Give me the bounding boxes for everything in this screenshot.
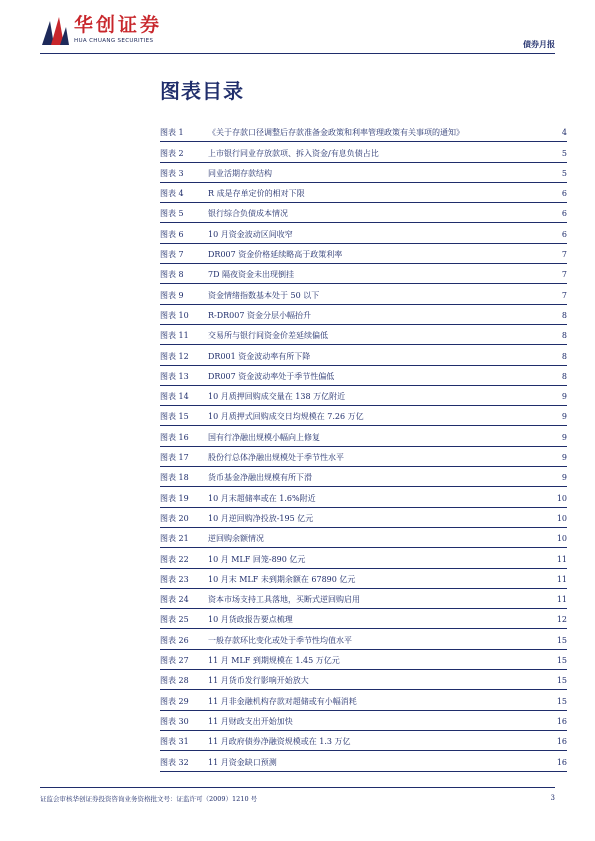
toc-entry-text: 10 月资金波动区间收窄 [208, 229, 293, 239]
toc-entry-page: 5 [561, 148, 567, 158]
toc-entry-label: 图表 19 [160, 493, 189, 503]
header-divider [40, 53, 555, 54]
toc-entry-text: 10 月质押式回购成交日均规模在 7.26 万亿 [208, 412, 364, 422]
toc-entry-text: 逆回购余额情况 [208, 534, 264, 544]
toc-entry-text: DR007 资金波动率处于季节性偏低 [208, 371, 335, 381]
toc-entry[interactable] [160, 629, 567, 649]
toc-entry-text: 同业活期存款结构 [208, 168, 272, 178]
toc-entry-label: 图表 11 [160, 331, 189, 341]
toc-entry-label: 图表 7 [160, 250, 184, 260]
toc-entry-page: 16 [556, 716, 567, 726]
toc-entry[interactable] [160, 163, 567, 183]
toc-entry-label: 图表 31 [160, 737, 189, 747]
toc-entry-label: 图表 1 [160, 128, 184, 138]
toc-entry-page: 9 [561, 432, 567, 442]
toc-entry-text: 10 月末 MLF 未到期余额在 67890 亿元 [208, 574, 356, 584]
toc-entry-page: 9 [561, 453, 567, 463]
page-header [40, 15, 555, 51]
toc-entry-page: 7 [561, 250, 567, 260]
toc-entry-label: 图表 5 [160, 209, 184, 219]
toc-entry-text: 《关于存款口径调整后存款准备金政策和利率管理政策有关事项的通知》 [208, 128, 464, 138]
toc-entry[interactable] [160, 284, 567, 304]
toc-entry[interactable] [160, 386, 567, 406]
toc-entry-text: R-DR007 资金分层小幅抬升 [208, 310, 311, 320]
toc-entry-text: R 成是存单定价的相对下限 [208, 189, 305, 199]
toc-entry-text: 货币基金净融出规模有所下滑 [208, 473, 312, 483]
toc-entry[interactable] [160, 345, 567, 365]
toc-entry-text: 7D 隔夜资金未出现倒挂 [208, 270, 295, 280]
toc-entry-label: 图表 24 [160, 595, 189, 605]
footer-divider [40, 787, 555, 788]
toc-entry-label: 图表 15 [160, 412, 189, 422]
toc-entry-text: 股份行总体净融出规模处于季节性水平 [208, 453, 344, 463]
toc-entry-text: 11 月财政支出开始加快 [208, 716, 293, 726]
toc-entry-label: 图表 25 [160, 615, 189, 625]
toc-entry[interactable] [160, 731, 567, 751]
brand-subtitle: HUA CHUANG SECURITIES [74, 38, 154, 44]
toc-entry-text: DR007 资金价格延续略高于政策利率 [208, 250, 343, 260]
toc-entry[interactable] [160, 203, 567, 223]
toc-entry[interactable] [160, 650, 567, 670]
toc-entry-label: 图表 12 [160, 351, 189, 361]
toc-entry-page: 15 [556, 696, 567, 706]
toc-entry-text: 10 月逆回购净投放-195 亿元 [208, 513, 314, 523]
toc-entry[interactable] [160, 122, 567, 142]
toc-entry-label: 图表 22 [160, 554, 189, 564]
toc-entry-text: 银行综合负债成本情况 [208, 209, 288, 219]
toc-entry-label: 图表 18 [160, 473, 189, 483]
toc-entry-label: 图表 10 [160, 310, 189, 320]
toc-entry-page: 16 [556, 757, 567, 767]
toc-entry-page: 9 [561, 412, 567, 422]
toc-entry-text: 10 月质押回购成交量在 138 万亿附近 [208, 392, 346, 402]
toc-entry-text: 11 月货币发行影响开始放大 [208, 676, 309, 686]
toc-entry-label: 图表 21 [160, 534, 189, 544]
toc-entry[interactable] [160, 305, 567, 325]
toc-entry-page: 8 [561, 331, 567, 341]
toc-entry-text: 资本市场支持工具落地，买断式逆回购启用 [208, 595, 360, 605]
toc-entry[interactable] [160, 609, 567, 629]
toc-entry-page: 8 [561, 351, 567, 361]
toc-entry-page: 11 [556, 595, 567, 605]
toc-entry-page: 10 [556, 493, 567, 503]
toc-entry-page: 10 [556, 513, 567, 523]
toc-entry-page: 16 [556, 737, 567, 747]
toc-list [160, 122, 567, 772]
toc-entry-page: 15 [556, 656, 567, 666]
toc-entry-label: 图表 3 [160, 168, 184, 178]
toc-entry-text: 10 月末超储率或在 1.6%附近 [208, 493, 316, 503]
footer-license: 证监会审核华创证券投资咨询业务资格批文号：证监许可（2009）1210 号 [40, 795, 258, 803]
page-number: 3 [550, 794, 555, 802]
toc-entry-page: 10 [556, 534, 567, 544]
toc-entry-text: 10 月 MLF 回笼-890 亿元 [208, 554, 306, 564]
toc-entry-text: 上市银行同业存放款项、拆入资金/有息负债占比 [208, 148, 379, 158]
toc-entry[interactable] [160, 223, 567, 243]
toc-entry-page: 7 [561, 270, 567, 280]
toc-entry[interactable] [160, 183, 567, 203]
toc-entry[interactable] [160, 244, 567, 264]
toc-entry-label: 图表 30 [160, 716, 189, 726]
toc-entry[interactable] [160, 548, 567, 568]
toc-entry-label: 图表 13 [160, 371, 189, 381]
toc-entry[interactable] [160, 528, 567, 548]
toc-entry[interactable] [160, 426, 567, 446]
toc-entry[interactable] [160, 589, 567, 609]
toc-entry-page: 15 [556, 635, 567, 645]
toc-entry-page: 9 [561, 473, 567, 483]
toc-entry-text: 11 月资金缺口预测 [208, 757, 277, 767]
toc-entry-label: 图表 28 [160, 676, 189, 686]
toc-entry-text: 11 月 MLF 到期规模在 1.45 万亿元 [208, 656, 340, 666]
toc-entry[interactable] [160, 670, 567, 690]
toc-entry[interactable] [160, 447, 567, 467]
toc-entry[interactable] [160, 467, 567, 487]
toc-title: 图表目录 [160, 79, 244, 103]
toc-entry-text: 11 月非金融机构存款对超储或有小幅消耗 [208, 696, 357, 706]
toc-entry-label: 图表 32 [160, 757, 189, 767]
toc-entry-text: 10 月货政报告要点梳理 [208, 615, 293, 625]
toc-entry-text: 一般存款环比变化或处于季节性均值水平 [208, 635, 352, 645]
toc-entry-label: 图表 6 [160, 229, 184, 239]
toc-entry[interactable] [160, 508, 567, 528]
toc-entry-label: 图表 27 [160, 656, 189, 666]
toc-entry[interactable] [160, 487, 567, 507]
report-type: 债券月报 [523, 39, 555, 49]
toc-entry-label: 图表 2 [160, 148, 184, 158]
toc-entry-page: 6 [561, 229, 567, 239]
toc-entry[interactable] [160, 406, 567, 426]
toc-entry-page: 11 [556, 574, 567, 584]
toc-entry-page: 4 [561, 128, 567, 138]
toc-entry-page: 9 [561, 392, 567, 402]
toc-entry[interactable] [160, 569, 567, 589]
brand-logo [40, 15, 210, 49]
toc-entry-label: 图表 4 [160, 189, 184, 199]
toc-entry-page: 6 [561, 189, 567, 199]
toc-entry-label: 图表 29 [160, 696, 189, 706]
toc-entry[interactable] [160, 690, 567, 710]
toc-entry[interactable] [160, 142, 567, 162]
toc-entry-text: 国有行净融出规模小幅向上修复 [208, 432, 320, 442]
toc-entry-text: DR001 资金波动率有所下降 [208, 351, 311, 361]
toc-entry-page: 8 [561, 371, 567, 381]
toc-entry-page: 11 [556, 554, 567, 564]
toc-entry[interactable] [160, 711, 567, 731]
toc-entry-label: 图表 23 [160, 574, 189, 584]
toc-entry-text: 交易所与银行间资金价差延续偏低 [208, 331, 328, 341]
toc-entry-label: 图表 16 [160, 432, 189, 442]
toc-entry[interactable] [160, 264, 567, 284]
toc-entry-page: 15 [556, 676, 567, 686]
toc-entry-page: 7 [561, 290, 567, 300]
brand-name: 华创证券 [74, 14, 163, 36]
brand-logo-mark-icon [40, 15, 70, 47]
toc-entry-page: 6 [561, 209, 567, 219]
toc-entry-page: 8 [561, 310, 567, 320]
toc-entry-page: 5 [561, 168, 567, 178]
toc-entry-label: 图表 14 [160, 392, 189, 402]
toc-entry-text: 11 月政府债券净融资规模或在 1.3 万亿 [208, 737, 351, 747]
toc-entry-label: 图表 8 [160, 270, 184, 280]
toc-entry[interactable] [160, 751, 567, 771]
toc-entry-label: 图表 26 [160, 635, 189, 645]
toc-entry[interactable] [160, 325, 567, 345]
toc-entry[interactable] [160, 366, 567, 386]
toc-entry-page: 12 [556, 615, 567, 625]
toc-entry-label: 图表 20 [160, 513, 189, 523]
toc-entry-label: 图表 9 [160, 290, 184, 300]
toc-entry-label: 图表 17 [160, 453, 189, 463]
toc-entry-text: 资金情绪指数基本处于 50 以下 [208, 290, 320, 300]
